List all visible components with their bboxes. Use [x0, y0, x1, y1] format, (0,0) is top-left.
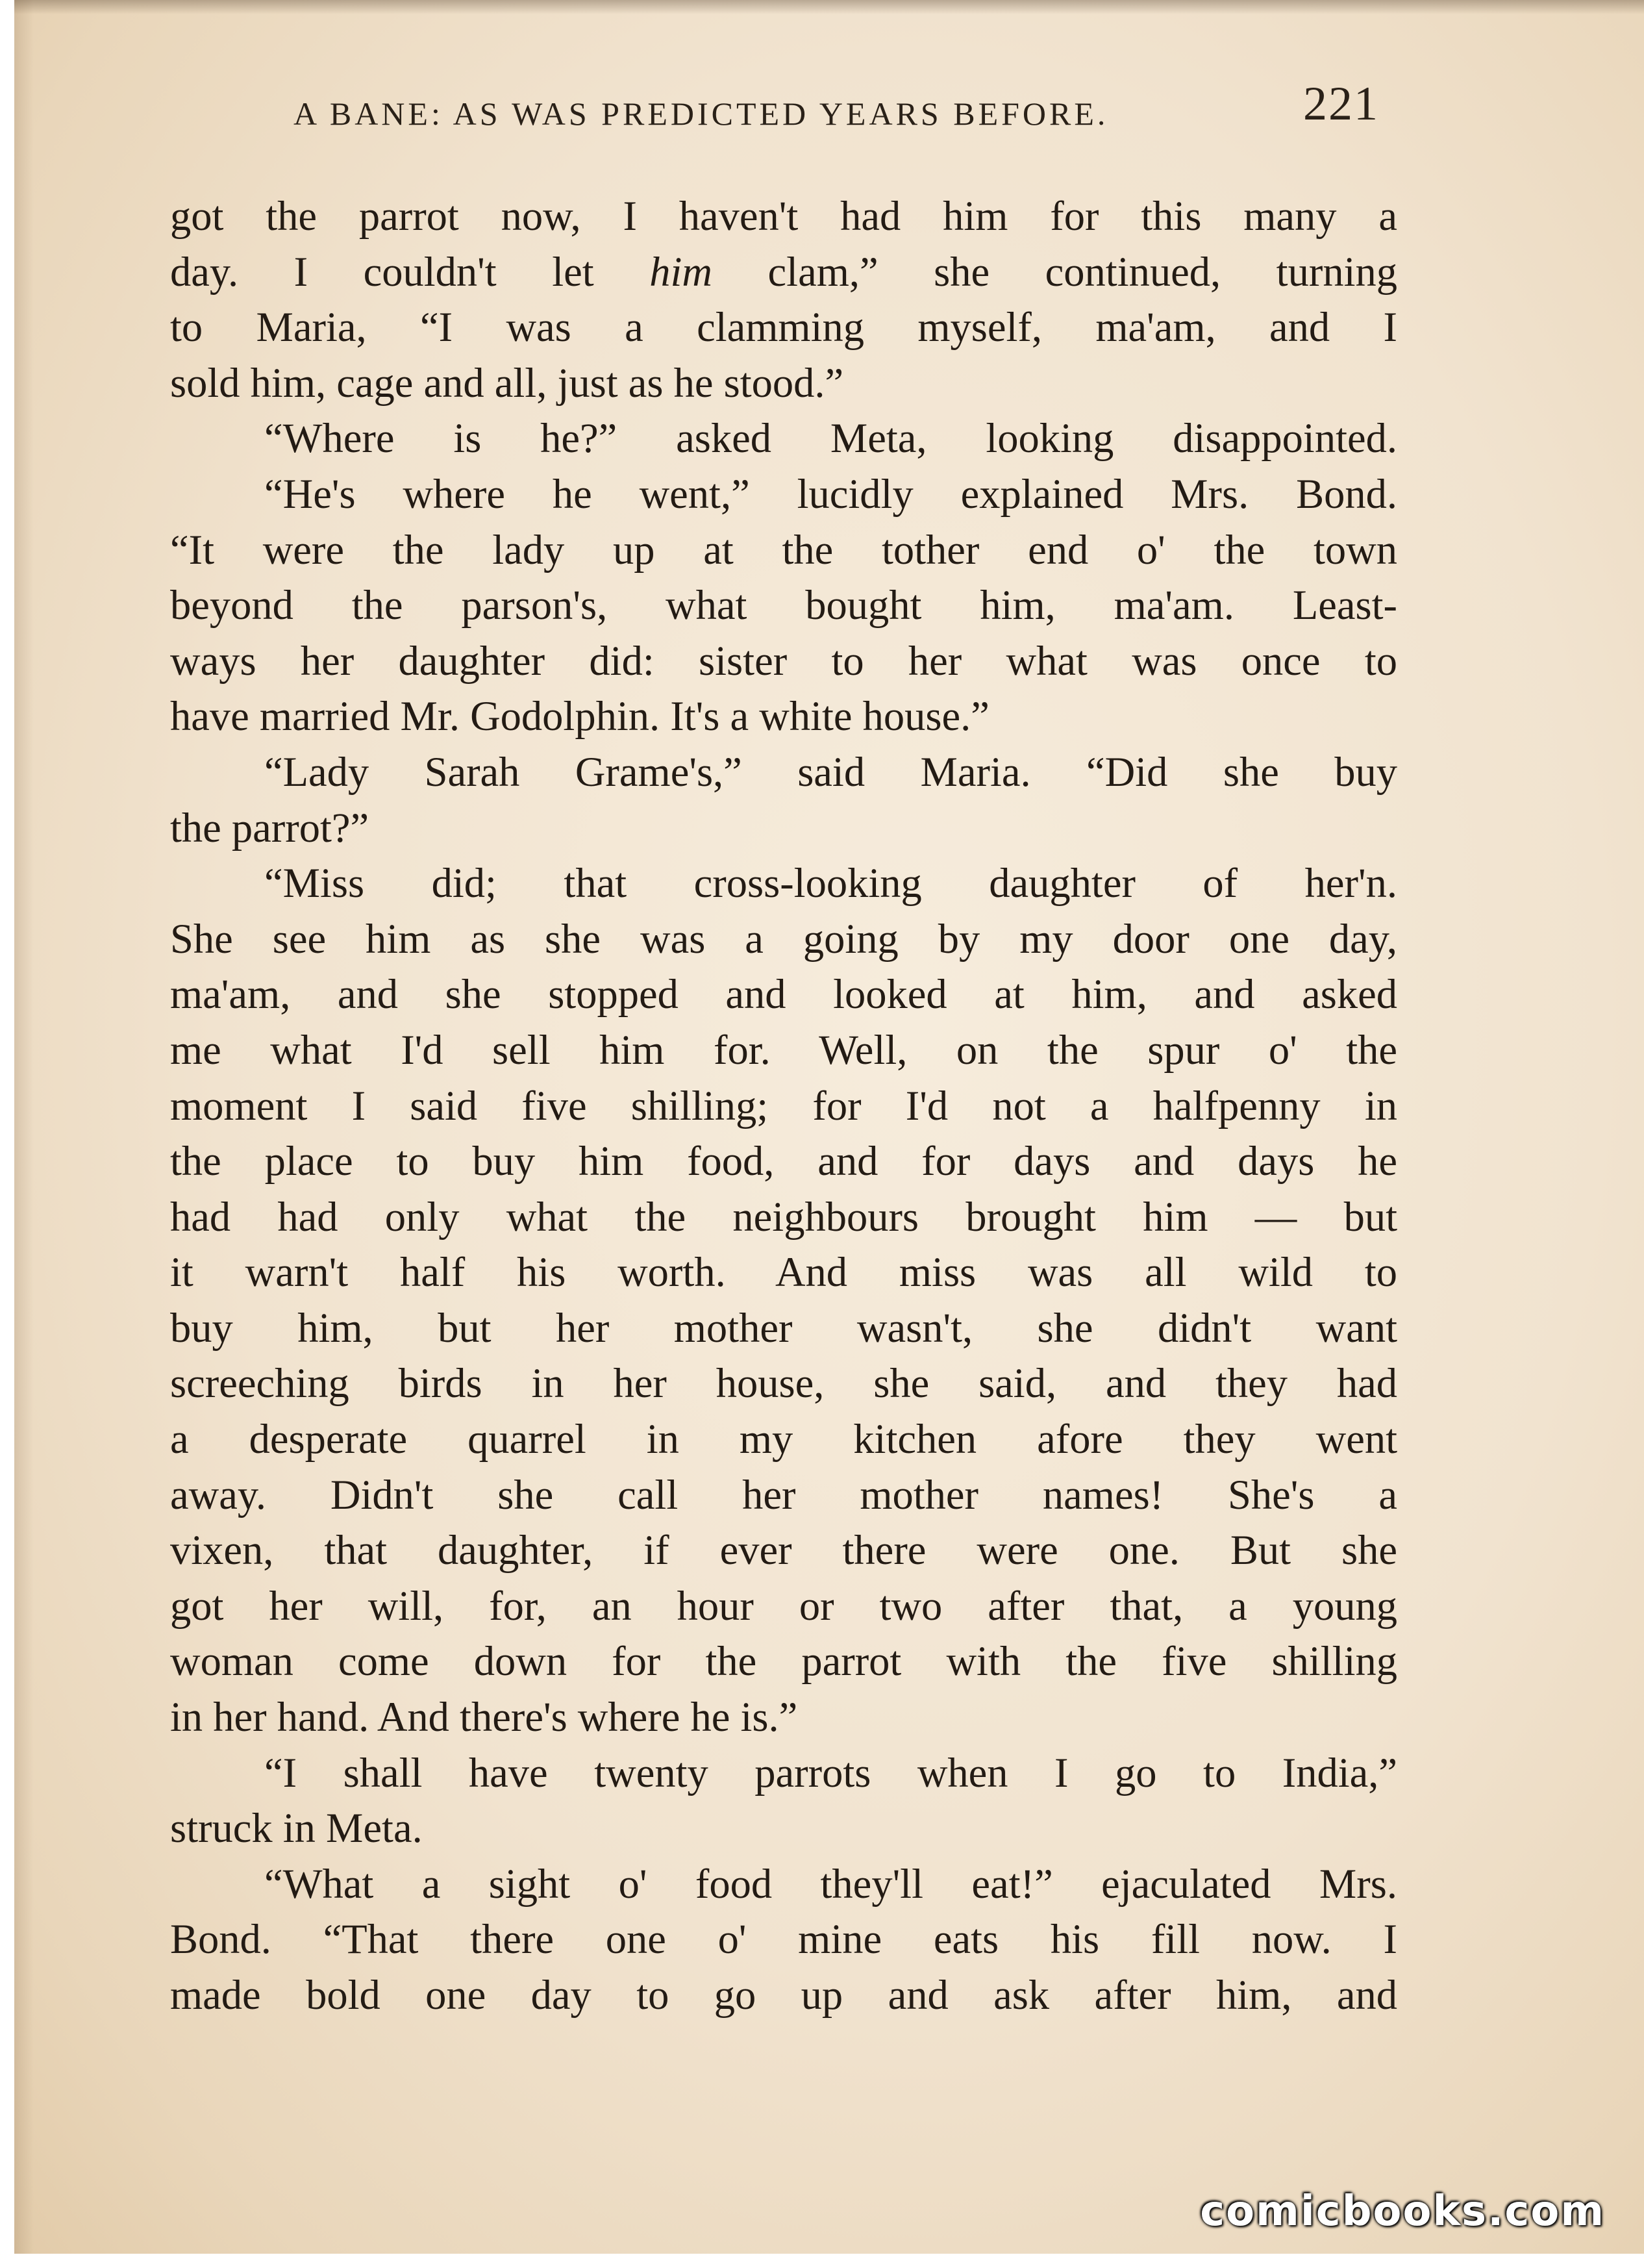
- text-line-9: ways her daughter did: sister to her what was once to: [170, 637, 1397, 684]
- text-line-2: [170, 244, 1397, 300]
- book-page: [14, 0, 1644, 2254]
- text-line-32: Bond. “That there one o' mine eats his fill now. I: [170, 1916, 1397, 1963]
- text-line-3: to Maria, “I was a clamming myself, ma'am, and I: [170, 304, 1397, 351]
- text-line-4: sold him, cage and all, just as he stood.”: [170, 359, 844, 406]
- text-line-15: ma'am, and she stopped and looked at him, and asked: [170, 971, 1397, 1018]
- text-line-12: the parrot?”: [170, 804, 369, 851]
- text-line-19: had had only what the neighbours brought him — but: [170, 1193, 1397, 1240]
- text-line-2-start: day. I couldn't let: [170, 248, 650, 295]
- emphasized-word: him: [649, 248, 712, 295]
- text-line-5: “Where is he?” asked Meta, looking disappointed.: [264, 415, 1397, 462]
- text-line-23: a desperate quarrel in my kitchen afore they went: [170, 1416, 1397, 1463]
- text-line-28: in her hand. And there's where he is.”: [170, 1694, 798, 1741]
- running-head: [293, 77, 1397, 142]
- text-line-14: She see him as she was a going by my door one day,: [170, 915, 1397, 962]
- text-line-18: the place to buy him food, and for days and days he: [170, 1138, 1397, 1185]
- text-line-31: “What a sight o' food they'll eat!” ejaculated Mrs.: [264, 1860, 1397, 1907]
- text-line-17: moment I said five shilling; for I'd not a halfpenny in: [170, 1082, 1397, 1129]
- page-number: 221: [1303, 77, 1379, 131]
- text-line-16: me what I'd sell him for. Well, on the spur o' the: [170, 1026, 1397, 1073]
- text-line-24: away. Didn't she call her mother names! She's a: [170, 1471, 1397, 1518]
- text-line-7: “It were the lady up at the tother end o' the town: [170, 526, 1397, 573]
- body-text: [170, 188, 1397, 2023]
- text-line-6: “He's where he went,” lucidly explained Mrs. Bond.: [264, 470, 1397, 517]
- watermark: comicbooks.com: [1200, 2187, 1605, 2236]
- text-line-20: it warn't half his worth. And miss was all wild to: [170, 1249, 1397, 1296]
- text-line-27: woman come down for the parrot with the five shilling: [170, 1638, 1397, 1685]
- text-line-33: made bold one day to go up and ask after him, and: [170, 1972, 1397, 2018]
- text-line-26: got her will, for, an hour or two after that, a young: [170, 1582, 1397, 1629]
- running-title: A BANE: AS WAS PREDICTED YEARS BEFORE.: [293, 95, 1109, 132]
- text-line-30: struck in Meta.: [170, 1805, 423, 1852]
- text-line-10: have married Mr. Godolphin. It's a white house.”: [170, 693, 990, 740]
- text-line-25: vixen, that daughter, if ever there were one. But she: [170, 1527, 1397, 1574]
- text-line-13: “Miss did; that cross-looking daughter of her'n.: [264, 860, 1397, 907]
- text-line-1: got the parrot now, I haven't had him for this many a: [170, 193, 1397, 239]
- text-line-29: “I shall have twenty parrots when I go to India,”: [264, 1749, 1397, 1796]
- text-line-21: buy him, but her mother wasn't, she didn't want: [170, 1304, 1397, 1351]
- text-line-8: beyond the parson's, what bought him, ma'am. Least-: [170, 582, 1397, 629]
- text-line-11: “Lady Sarah Grame's,” said Maria. “Did she buy: [264, 748, 1397, 795]
- text-line-22: screeching birds in her house, she said, and they had: [170, 1360, 1397, 1407]
- text-line-2-end: clam,” she continued, turning: [712, 248, 1398, 295]
